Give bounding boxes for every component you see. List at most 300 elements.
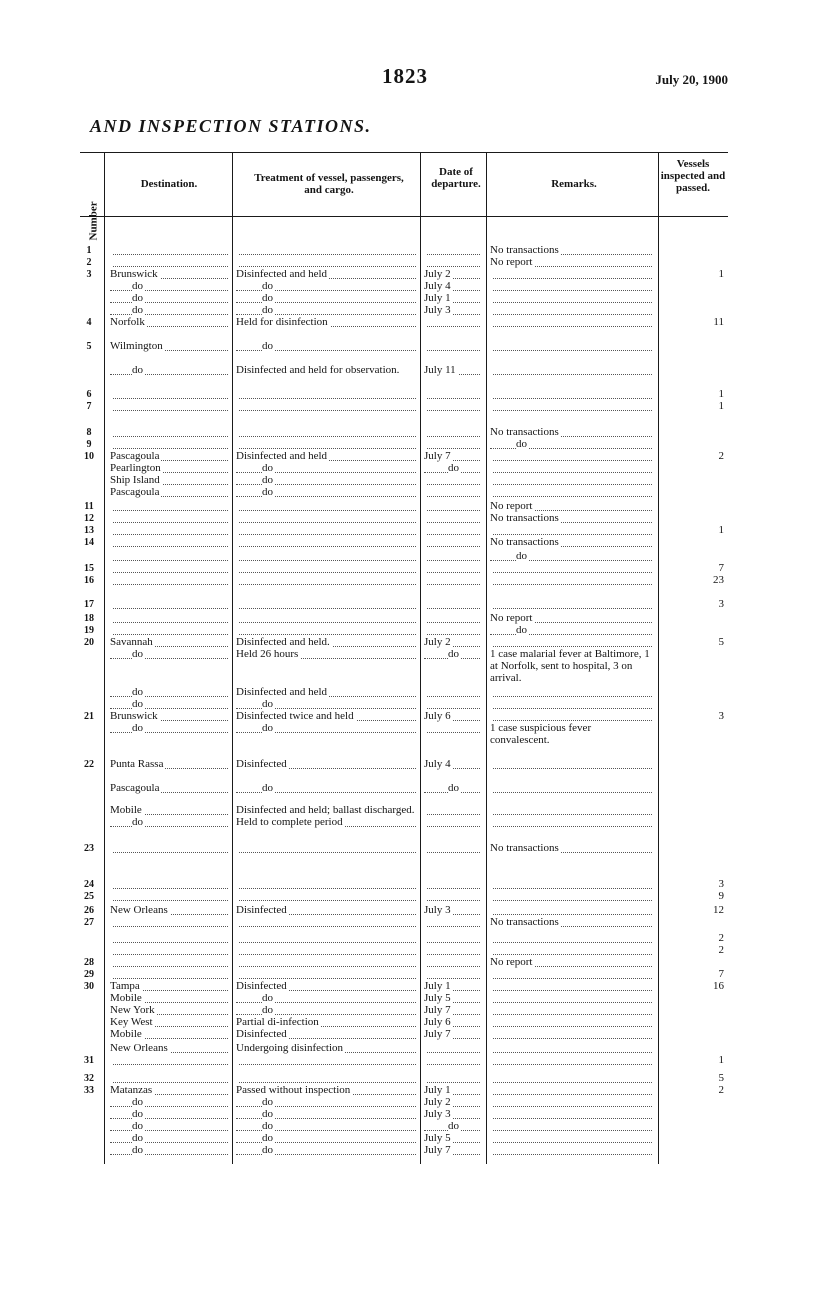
cell-text: Passed without inspection xyxy=(236,1084,351,1096)
page-date: July 20, 1900 xyxy=(655,72,728,87)
cell-text: 1 xyxy=(86,245,92,256)
dot-leader xyxy=(110,1118,228,1119)
cell-text xyxy=(424,968,426,980)
cell-num xyxy=(80,574,100,587)
cell-text xyxy=(89,551,91,562)
cell-text xyxy=(724,1028,726,1040)
cell-text xyxy=(724,1004,726,1016)
dot-leader xyxy=(236,436,416,437)
dot-leader xyxy=(424,546,480,547)
cell-text xyxy=(490,890,492,902)
table-row xyxy=(80,758,728,771)
cell-rem xyxy=(490,316,654,329)
dot-leader xyxy=(490,608,652,609)
dot-leader xyxy=(424,448,480,449)
cell-text xyxy=(110,500,112,512)
cell-dest xyxy=(110,758,230,771)
cell-text xyxy=(110,944,112,956)
cell-text: July 2 xyxy=(424,1096,451,1108)
cell-num xyxy=(80,316,100,329)
cell-date xyxy=(424,648,482,661)
dot-leader xyxy=(490,978,652,979)
dot-leader xyxy=(110,1142,228,1143)
cell-text: No transactions xyxy=(490,244,559,256)
cell-ves xyxy=(662,1144,726,1157)
cell-text xyxy=(236,890,238,902)
cell-text: do xyxy=(262,340,273,352)
cell-text: 7 xyxy=(718,562,724,574)
dot-leader xyxy=(490,1052,652,1053)
dot-leader xyxy=(490,448,652,449)
cell-text: do xyxy=(132,1108,143,1120)
dot-leader xyxy=(110,254,228,255)
cell-ves xyxy=(662,574,726,587)
cell-text xyxy=(110,624,112,636)
dot-leader xyxy=(424,634,480,635)
cell-text xyxy=(724,842,726,854)
cell-text xyxy=(490,698,492,710)
dot-leader xyxy=(424,978,480,979)
cell-text xyxy=(490,758,492,770)
cell-text xyxy=(490,486,492,498)
cell-text: July 7 xyxy=(424,1028,451,1040)
cell-text xyxy=(236,944,238,956)
cell-text xyxy=(724,1016,726,1028)
cell-text: 3 xyxy=(86,269,92,280)
cell-text xyxy=(724,1096,726,1108)
dot-leader xyxy=(110,290,228,291)
cell-text: July 7 xyxy=(424,450,451,462)
cell-text: do xyxy=(262,782,273,794)
cell-text: No report xyxy=(490,956,533,968)
dot-leader xyxy=(490,584,652,585)
dot-leader xyxy=(110,1082,228,1083)
cell-dest xyxy=(110,486,230,499)
cell-text xyxy=(424,536,426,548)
cell-rem xyxy=(490,916,654,929)
table-row xyxy=(80,536,728,549)
cell-text xyxy=(724,512,726,524)
cell-text: Disinfected xyxy=(236,1028,287,1040)
cell-dest xyxy=(110,816,230,829)
cell-text xyxy=(490,400,492,412)
cell-text: do xyxy=(262,1132,273,1144)
cell-text xyxy=(89,1133,91,1144)
cell-dest xyxy=(110,1054,230,1067)
cell-treat xyxy=(236,916,418,929)
cell-text: do xyxy=(262,486,273,498)
cell-rem xyxy=(490,782,654,795)
dot-leader xyxy=(424,900,480,901)
cell-text: 3 xyxy=(718,710,724,722)
dot-leader xyxy=(490,1118,652,1119)
dot-leader xyxy=(490,1142,652,1143)
cell-text xyxy=(89,993,91,1004)
dot-leader xyxy=(424,696,480,697)
dot-leader xyxy=(490,326,652,327)
table-row xyxy=(80,316,728,329)
cell-text: No transactions xyxy=(490,426,559,438)
dot-leader xyxy=(110,398,228,399)
cell-text xyxy=(424,400,426,412)
cell-text: do xyxy=(132,648,143,660)
cell-text xyxy=(424,804,426,816)
cell-text xyxy=(424,512,426,524)
dot-leader xyxy=(424,326,480,327)
dot-leader xyxy=(236,852,416,853)
cell-rem xyxy=(490,364,654,377)
cell-text xyxy=(424,1042,426,1054)
cell-text xyxy=(724,500,726,512)
dot-leader xyxy=(490,634,652,635)
cell-text xyxy=(236,536,238,548)
dot-leader xyxy=(490,1026,652,1027)
cell-text: Partial di-infection xyxy=(236,1016,319,1028)
cell-text: 31 xyxy=(84,1055,94,1066)
cell-text xyxy=(490,304,492,316)
dot-leader xyxy=(236,1082,416,1083)
cell-text xyxy=(724,804,726,816)
dot-leader xyxy=(424,560,480,561)
table-row xyxy=(80,842,728,855)
table-row xyxy=(80,782,728,795)
cell-text: 33 xyxy=(84,1085,94,1096)
cell-text xyxy=(490,878,492,890)
dot-leader xyxy=(490,314,652,315)
cell-text xyxy=(89,1097,91,1108)
dot-leader xyxy=(110,708,228,709)
cell-text: Matanzas xyxy=(110,1084,153,1096)
dot-leader xyxy=(424,496,480,497)
cell-text xyxy=(490,1144,492,1156)
cell-ves xyxy=(662,598,726,611)
cell-text xyxy=(724,992,726,1004)
dot-leader xyxy=(490,942,652,943)
cell-text xyxy=(236,388,238,400)
cell-text xyxy=(89,1109,91,1120)
remarks-header: Remarks. xyxy=(551,178,597,190)
cell-text: 11 xyxy=(713,316,724,328)
cell-text xyxy=(490,462,492,474)
cell-text xyxy=(424,624,426,636)
cell-text: do xyxy=(262,1108,273,1120)
cell-text xyxy=(490,944,492,956)
cell-text: 24 xyxy=(84,879,94,890)
cell-text xyxy=(110,890,112,902)
cell-dest xyxy=(110,1144,230,1157)
cell-text xyxy=(724,340,726,352)
cell-text xyxy=(424,1054,426,1066)
cell-text: No report xyxy=(490,256,533,268)
cell-text xyxy=(490,686,492,698)
cell-text xyxy=(236,932,238,944)
cell-date xyxy=(424,1144,482,1157)
dot-leader xyxy=(424,584,480,585)
cell-text xyxy=(724,1108,726,1120)
cell-rem xyxy=(490,758,654,771)
dot-leader xyxy=(490,1130,652,1131)
cell-rem xyxy=(490,890,654,903)
cell-text xyxy=(424,878,426,890)
cell-dest xyxy=(110,916,230,929)
cell-text: No report xyxy=(490,612,533,624)
dot-leader xyxy=(490,410,652,411)
cell-text: Pascagoula xyxy=(110,486,160,498)
cell-text: July 1 xyxy=(424,1084,451,1096)
cell-text xyxy=(424,698,426,710)
table-row xyxy=(80,574,728,587)
dot-leader xyxy=(490,768,652,769)
cell-text xyxy=(724,612,726,624)
cell-text xyxy=(724,256,726,268)
dot-leader xyxy=(490,720,652,721)
cell-text: do xyxy=(262,1004,273,1016)
cell-text xyxy=(424,842,426,854)
cell-rem xyxy=(490,722,654,746)
cell-text xyxy=(236,244,238,256)
cell-text xyxy=(110,388,112,400)
cell-text xyxy=(110,956,112,968)
dot-leader xyxy=(110,852,228,853)
dot-leader xyxy=(424,398,480,399)
cell-text xyxy=(89,783,91,794)
cell-text: Undergoing disinfection xyxy=(236,1042,344,1054)
cell-text: do xyxy=(262,292,273,304)
cell-text: do xyxy=(448,1120,459,1132)
cell-ves xyxy=(662,722,726,735)
cell-text: do xyxy=(262,698,273,710)
cell-date xyxy=(424,816,482,829)
cell-text: Disinfected and held. xyxy=(236,636,330,648)
cell-text xyxy=(490,804,492,816)
cell-text xyxy=(89,487,91,498)
cell-ves xyxy=(662,364,726,377)
dot-leader xyxy=(110,966,228,967)
dot-leader xyxy=(110,546,228,547)
cell-rem xyxy=(490,1028,654,1041)
dot-leader xyxy=(236,448,416,449)
cell-text xyxy=(724,648,726,660)
cell-text: Mobile xyxy=(110,804,142,816)
cell-text xyxy=(424,524,426,536)
cell-treat xyxy=(236,1144,418,1157)
cell-text xyxy=(236,1072,238,1084)
cell-text xyxy=(724,758,726,770)
cell-text xyxy=(724,1144,726,1156)
dot-leader xyxy=(110,410,228,411)
cell-text xyxy=(424,426,426,438)
cell-text: 19 xyxy=(84,625,94,636)
cell-text xyxy=(236,612,238,624)
cell-text: Mobile xyxy=(110,992,142,1004)
cell-text xyxy=(424,686,426,698)
cell-text xyxy=(236,256,238,268)
table-row xyxy=(80,1144,728,1157)
cell-text: 1 case suspicious fever convalescent. xyxy=(490,722,592,746)
cell-text: 23 xyxy=(713,574,724,586)
cell-text: 2 xyxy=(718,932,724,944)
cell-num xyxy=(80,916,100,929)
cell-text xyxy=(490,1054,492,1066)
cell-text: 6 xyxy=(86,389,92,400)
cell-rem xyxy=(490,536,654,549)
cell-text: Ship Island xyxy=(110,474,160,486)
dot-leader xyxy=(110,978,228,979)
cell-num xyxy=(80,400,100,413)
cell-text xyxy=(424,486,426,498)
dot-leader xyxy=(110,634,228,635)
cell-text xyxy=(236,524,238,536)
cell-text xyxy=(236,400,238,412)
cell-text: 9 xyxy=(718,890,724,902)
cell-text: 18 xyxy=(84,613,94,624)
page-number: 1823 xyxy=(382,64,428,88)
cell-text xyxy=(424,956,426,968)
dot-leader xyxy=(490,278,652,279)
dot-leader xyxy=(424,484,480,485)
cell-text: do xyxy=(262,1120,273,1132)
dot-leader xyxy=(236,584,416,585)
cell-date xyxy=(424,364,482,377)
cell-date xyxy=(424,722,482,735)
dot-leader xyxy=(424,1052,480,1053)
cell-ves xyxy=(662,1054,726,1067)
cell-text: 13 xyxy=(84,525,94,536)
cell-date xyxy=(424,536,482,549)
table-row xyxy=(80,486,728,499)
cell-text xyxy=(236,512,238,524)
cell-treat xyxy=(236,722,418,735)
cell-text: Disinfected xyxy=(236,904,287,916)
stations-table xyxy=(80,152,728,1164)
cell-text: 8 xyxy=(86,427,92,438)
cell-text: 28 xyxy=(84,957,94,968)
dot-leader xyxy=(490,1064,652,1065)
cell-treat xyxy=(236,758,418,771)
dot-leader xyxy=(236,966,416,967)
cell-dest xyxy=(110,1028,230,1041)
cell-text: do xyxy=(262,462,273,474)
dot-leader xyxy=(490,1106,652,1107)
dot-leader xyxy=(424,852,480,853)
dot-leader xyxy=(490,708,652,709)
cell-text xyxy=(490,1084,492,1096)
cell-text: Disinfected and held xyxy=(236,450,328,462)
cell-text xyxy=(236,916,238,928)
cell-text xyxy=(89,1005,91,1016)
cell-text xyxy=(110,842,112,854)
cell-treat xyxy=(236,574,418,587)
cell-dest xyxy=(110,890,230,903)
dot-leader xyxy=(236,534,416,535)
cell-treat xyxy=(236,1054,418,1067)
dot-leader xyxy=(424,410,480,411)
cell-text xyxy=(236,842,238,854)
cell-text xyxy=(490,340,492,352)
cell-text: 23 xyxy=(84,843,94,854)
dot-leader xyxy=(236,954,416,955)
cell-text: do xyxy=(132,698,143,710)
dot-leader xyxy=(490,826,652,827)
cell-rem xyxy=(490,1144,654,1157)
dot-leader xyxy=(490,350,652,351)
cell-text: do xyxy=(262,474,273,486)
cell-text: 7 xyxy=(718,968,724,980)
cell-text: 2 xyxy=(86,257,92,268)
cell-text xyxy=(490,1108,492,1120)
cell-text xyxy=(490,782,492,794)
cell-text xyxy=(110,574,112,586)
cell-text: 2 xyxy=(718,450,724,462)
cell-text xyxy=(424,890,426,902)
cell-num xyxy=(80,486,100,499)
dot-leader xyxy=(490,460,652,461)
cell-dest xyxy=(110,722,230,735)
cell-date xyxy=(424,842,482,855)
cell-text xyxy=(724,686,726,698)
cell-text xyxy=(490,710,492,722)
dot-leader xyxy=(110,942,228,943)
cell-text: 25 xyxy=(84,891,94,902)
cell-text: July 2 xyxy=(424,636,451,648)
dot-leader xyxy=(110,926,228,927)
cell-text: do xyxy=(132,686,143,698)
dot-leader xyxy=(110,560,228,561)
dot-leader xyxy=(424,942,480,943)
cell-text xyxy=(424,562,426,574)
dot-leader xyxy=(236,546,416,547)
cell-text xyxy=(89,687,91,698)
cell-text: Disinfected and held xyxy=(236,268,328,280)
cell-dest xyxy=(110,782,230,795)
cell-text: 30 xyxy=(84,981,94,992)
dot-leader xyxy=(236,522,416,523)
cell-text: do xyxy=(132,816,143,828)
cell-dest xyxy=(110,316,230,329)
table-row xyxy=(80,1054,728,1067)
dot-leader xyxy=(424,510,480,511)
cell-text xyxy=(424,598,426,610)
dot-leader xyxy=(110,888,228,889)
cell-text: July 1 xyxy=(424,980,451,992)
cell-text xyxy=(490,388,492,400)
cell-text xyxy=(724,1042,726,1054)
dot-leader xyxy=(110,302,228,303)
cell-text xyxy=(424,388,426,400)
dot-leader xyxy=(236,254,416,255)
cell-rem xyxy=(490,574,654,587)
cell-date xyxy=(424,486,482,499)
cell-text xyxy=(110,932,112,944)
cell-text: do xyxy=(132,1096,143,1108)
cell-text: do xyxy=(448,648,459,660)
dot-leader xyxy=(424,888,480,889)
cell-text: No transactions xyxy=(490,916,559,928)
cell-text: do xyxy=(132,1144,143,1156)
dot-leader xyxy=(236,572,416,573)
cell-text: 3 xyxy=(718,598,724,610)
cell-rem xyxy=(490,400,654,413)
cell-text xyxy=(724,536,726,548)
cell-text: Wilmington xyxy=(110,340,163,352)
dot-leader xyxy=(236,900,416,901)
cell-text xyxy=(424,916,426,928)
cell-ves xyxy=(662,486,726,499)
cell-date xyxy=(424,574,482,587)
cell-text xyxy=(724,782,726,794)
cell-text xyxy=(236,598,238,610)
cell-text: 5 xyxy=(86,341,92,352)
